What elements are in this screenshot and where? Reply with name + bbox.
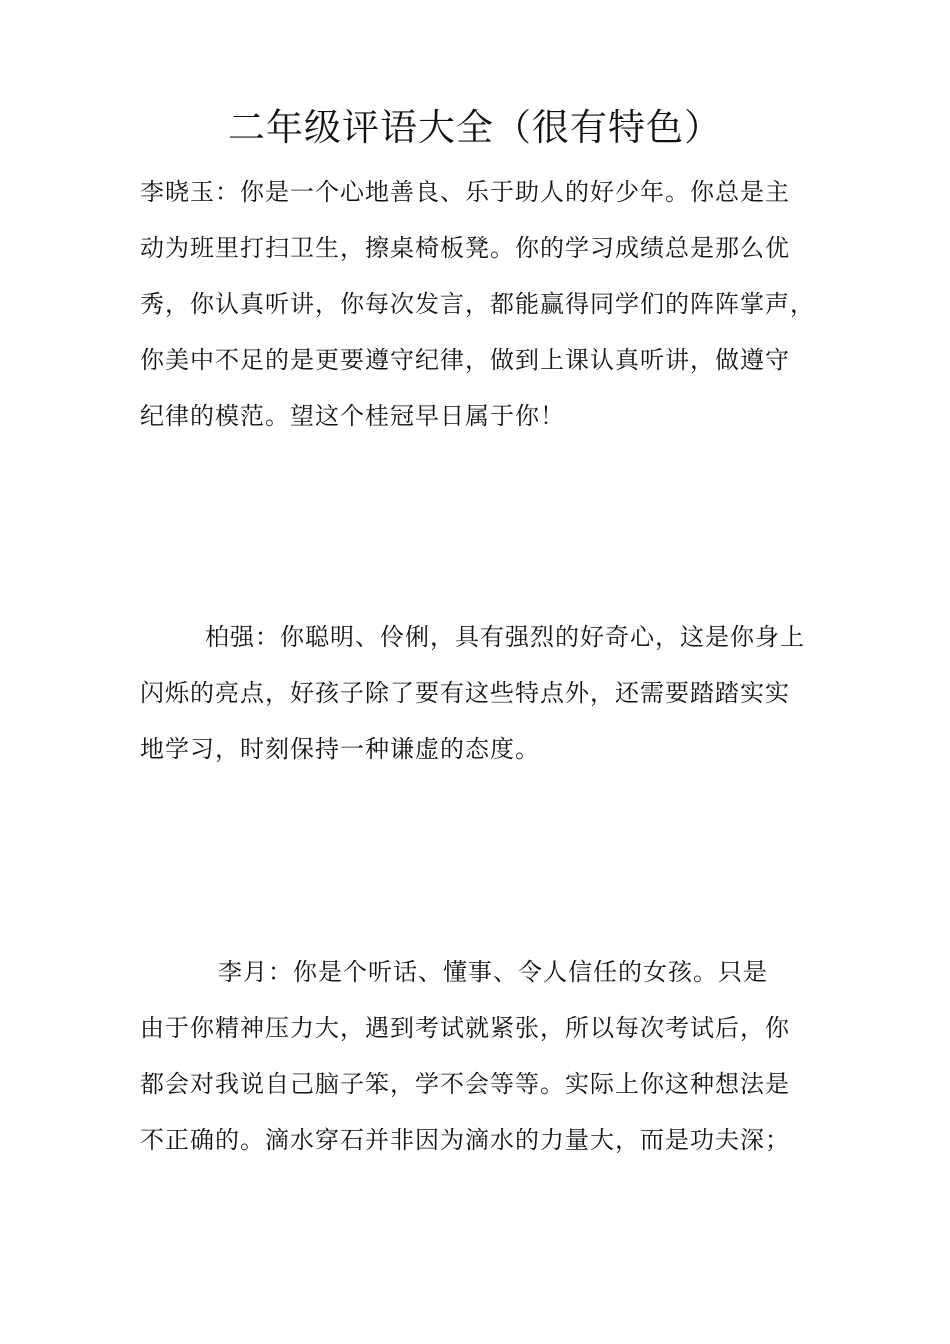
comment-1-line-3: 秀，你认真听讲，你每次发言，都能赢得同学们的阵阵掌声，: [140, 290, 815, 318]
comment-1-line-2: 动为班里打扫卫生，擦桌椅板凳。你的学习成绩总是那么优: [140, 234, 790, 262]
comment-1-line-5: 纪律的模范。望这个桂冠早日属于你！: [140, 402, 565, 430]
comment-1-line-1: 李晓玉：你是一个心地善良、乐于助人的好少年。你总是主: [140, 178, 790, 206]
comment-3-line-4: 不正确的。滴水穿石并非因为滴水的力量大，而是功夫深；: [140, 1126, 790, 1154]
comment-2-line-3: 地学习，时刻保持一种谦虚的态度。: [140, 735, 540, 763]
comment-3-line-2: 由于你精神压力大，遇到考试就紧张，所以每次考试后，你: [140, 1014, 790, 1042]
comment-2-line-1: 柏强：你聪明、伶俐，具有强烈的好奇心，这是你身上: [205, 623, 805, 651]
comment-3-line-1: 李月：你是个听话、懂事、令人信任的女孩。只是: [218, 958, 768, 986]
comment-1-line-4: 你美中不足的是更要遵守纪律，做到上课认真听讲，做遵守: [140, 346, 790, 374]
comment-2-line-2: 闪烁的亮点，好孩子除了要有这些特点外，还需要踏踏实实: [140, 679, 790, 707]
comment-3-line-3: 都会对我说自己脑子笨，学不会等等。实际上你这种想法是: [140, 1070, 790, 1098]
document-title: 二年级评语大全（很有特色）: [228, 106, 722, 149]
